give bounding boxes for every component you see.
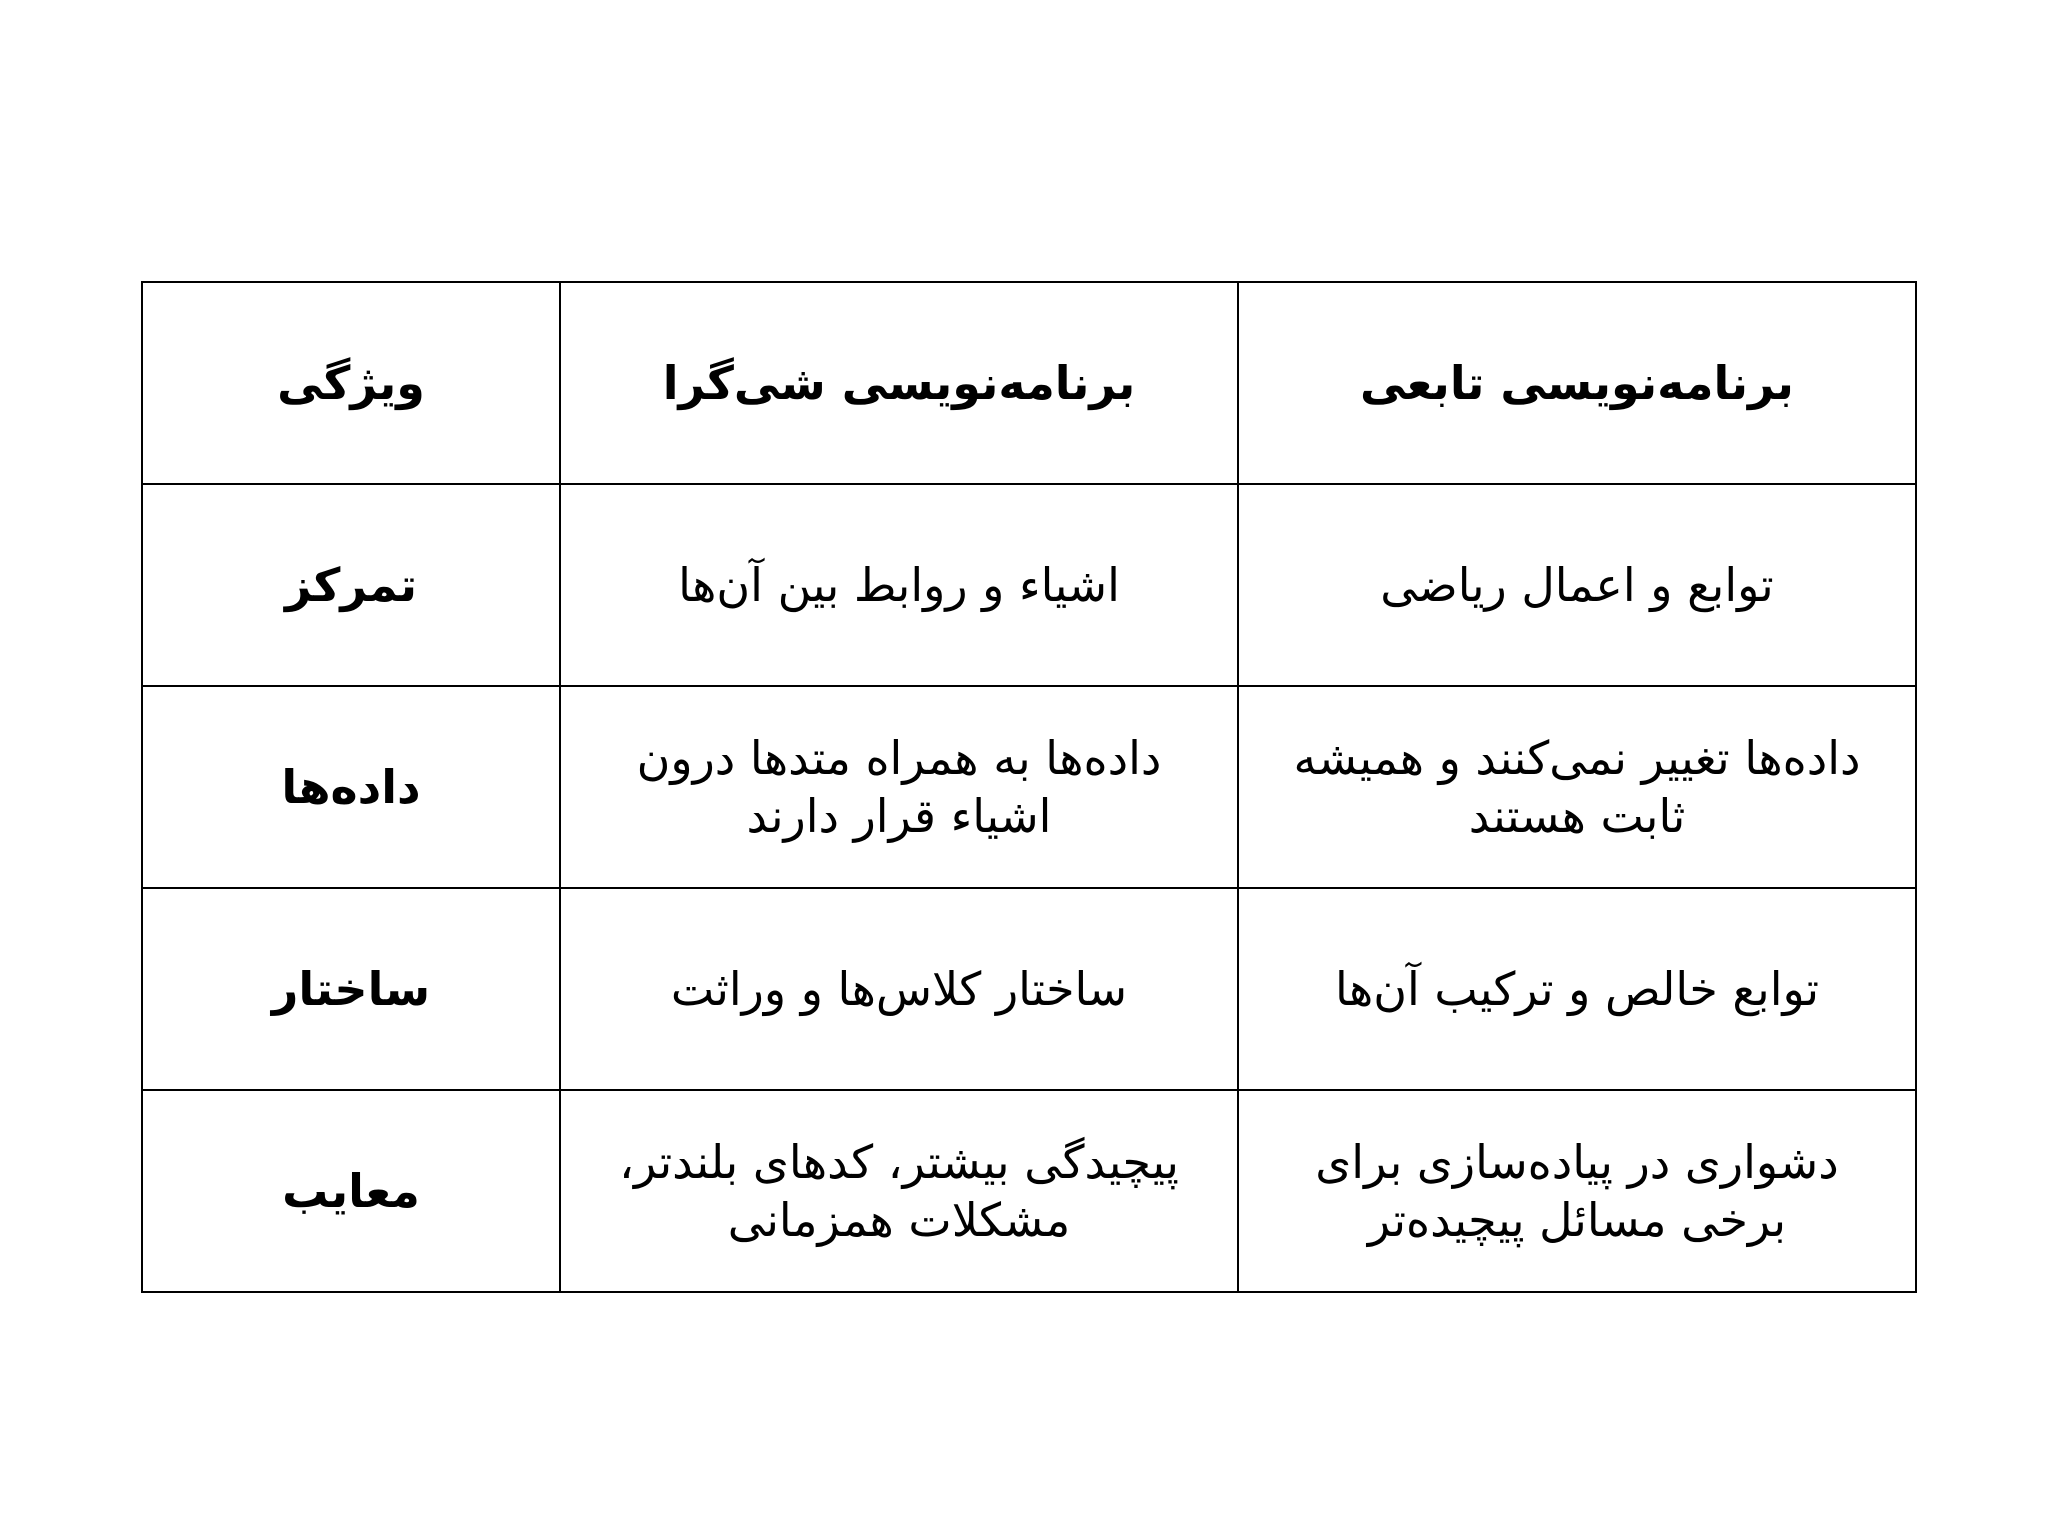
table-row xyxy=(142,484,1916,686)
table-row xyxy=(142,686,1916,888)
row-feature-cell: داده‌ها xyxy=(142,686,560,888)
row-functional-cell: دشواری در پیاده‌سازی برای برخی مسائل پیچیده‌تر xyxy=(1238,1090,1916,1292)
header-functional: برنامه‌نویسی تابعی xyxy=(1238,282,1916,484)
row-feature-cell: ساختار xyxy=(142,888,560,1090)
row-feature-cell: تمرکز xyxy=(142,484,560,686)
row-oop-cell: پیچیدگی بیشتر، کدهای بلندتر، مشکلات همزمانی xyxy=(560,1090,1238,1292)
row-feature-cell: معایب xyxy=(142,1090,560,1292)
header-feature: ویژگی xyxy=(142,282,560,484)
table-row xyxy=(142,1090,1916,1292)
row-oop-cell: اشیاء و روابط بین آن‌ها xyxy=(560,484,1238,686)
row-oop-cell: ساختار کلاس‌ها و وراثت xyxy=(560,888,1238,1090)
table-header-row xyxy=(142,282,1916,484)
header-oop: برنامه‌نویسی شی‌گرا xyxy=(560,282,1238,484)
table-row xyxy=(142,888,1916,1090)
comparison-table xyxy=(141,281,1917,1293)
row-functional-cell: توابع خالص و ترکیب آن‌ها xyxy=(1238,888,1916,1090)
row-oop-cell: داده‌ها به همراه متدها درون اشیاء قرار دارند xyxy=(560,686,1238,888)
row-functional-cell: داده‌ها تغییر نمی‌کنند و همیشه ثابت هستند xyxy=(1238,686,1916,888)
row-functional-cell: توابع و اعمال ریاضی xyxy=(1238,484,1916,686)
